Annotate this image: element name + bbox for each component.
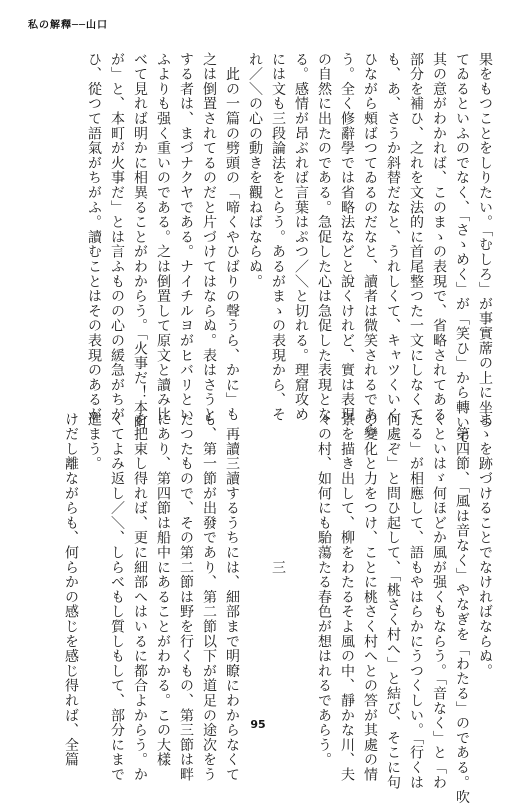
upper-text-column: 其の意がわかれば、このまゝの表現で、省略されてある bbox=[431, 52, 447, 422]
page-number: 95 bbox=[250, 718, 266, 731]
upper-text-column: てゐるといふのでなく、「さゝめく」が「笑ひ」から轉いて bbox=[454, 52, 470, 445]
lower-text-column: 景を描き出して、柳をわたるそよ風の中、靜かな川、夫 bbox=[339, 412, 355, 782]
lower-text-column: 再讀三讀するうちには、細部まで明瞭にわからなくて bbox=[224, 412, 240, 782]
lower-text-column: も、第一節が出發であり、第二節以下が道足の途次をう bbox=[201, 412, 217, 782]
lower-text-column: 進まう。 bbox=[86, 412, 102, 472]
lower-text-column: たる」が相應して、語もやはらかにうつくしい。「行くは bbox=[408, 412, 424, 790]
running-head: 私の解釋──山口 bbox=[28, 20, 109, 31]
lower-text-column: の變化と力をつけ、ことに桃さく村へとの答が其處の情 bbox=[362, 412, 378, 782]
upper-text-column: が」と、本町が火事だ」とは言ふものの心の緩急がちが bbox=[109, 52, 125, 422]
upper-text-column: ひ、從つて語氣がちがふ。讀むことはその表現のあるが bbox=[86, 52, 102, 422]
upper-text-column: ひながら頰ばつてゐるのだなと、讀者は微笑されるであら bbox=[362, 52, 378, 437]
lower-text-column: たつたもので、その第二節は野を行くもの、第三節は畔 bbox=[178, 412, 194, 782]
lower-text-column: 三 bbox=[270, 412, 286, 575]
upper-text-column: べて見れば明かに相異ることがわからう。「火事だ！本町 bbox=[132, 52, 148, 430]
upper-text-column: れ／＼の心の動きを觀ねばならぬ。 bbox=[247, 52, 263, 289]
upper-text-column: も、あ、さうか斜替だなと、うれしくて、キャツくいく bbox=[385, 52, 401, 422]
lower-text-column: を把束し得れば、更に細部へはいるに都合よからう。か bbox=[132, 412, 148, 782]
lower-text-column bbox=[243, 412, 266, 712]
upper-text-column: 此の一篇の劈頭の「啼くやひばりの聲うら、かに」も bbox=[224, 52, 240, 422]
upper-text-column: 之は倒置されてるのだと片づけてはならぬ。表はさうと bbox=[201, 52, 217, 422]
lower-text-column: くといはゞ何ほどか風が强くもならう。「音なく」と「わ bbox=[431, 412, 447, 790]
lower-text-column: 何處ぞ」と問ひ起して、「桃さく村へ」と結び、そこに句 bbox=[385, 412, 401, 790]
lower-text-column: 々の村、如何にも駘蕩たる春色が想はれるであらう。 bbox=[316, 412, 332, 768]
upper-text-column: には文も三段論法をとらう。あるがまゝの表現から、そ bbox=[270, 52, 286, 422]
upper-text-column: 果をもつことをしりたい。「むしろ」が事實蓆の上に坐つ bbox=[477, 52, 493, 430]
upper-text-column: る。感情が昂ぶれば言葉はぷつ／＼と切れる。理窟攻め bbox=[293, 52, 309, 422]
upper-text-column: う。全く修辭學では省略法などと說くけれど、實は表現 bbox=[339, 52, 355, 422]
upper-text-column: ふよりも强く重いのである。之は倒置して原文と讀み比 bbox=[155, 52, 171, 422]
lower-text-column: まゝを跡づけることでなければならぬ。 bbox=[477, 412, 493, 679]
lower-text-column: にあり、第四節は船中にあることがわかる。この大樣 bbox=[155, 412, 171, 768]
upper-text-column: の自然に出たのである。急促した心は急促した表現とな bbox=[316, 52, 332, 422]
upper-text-column: 部分を補ひ、之れを文法的に首尾整つた一文にしなくて bbox=[408, 52, 424, 422]
lower-text-column: けだし離ながらも、何らかの感じを感じ得れば、全篇 bbox=[63, 412, 79, 768]
lower-text-column bbox=[289, 412, 312, 712]
upper-text-column: する者は、まづナクヤである。ナイチルヨがヒバリとい bbox=[178, 52, 194, 422]
lower-text-column: 第四節、「風は音なく」やなぎを「わたる」のである。吹 bbox=[454, 412, 470, 805]
lower-text-column: くてよみ返し／＼、しらべもし質しもして、部分にまで bbox=[109, 412, 125, 782]
